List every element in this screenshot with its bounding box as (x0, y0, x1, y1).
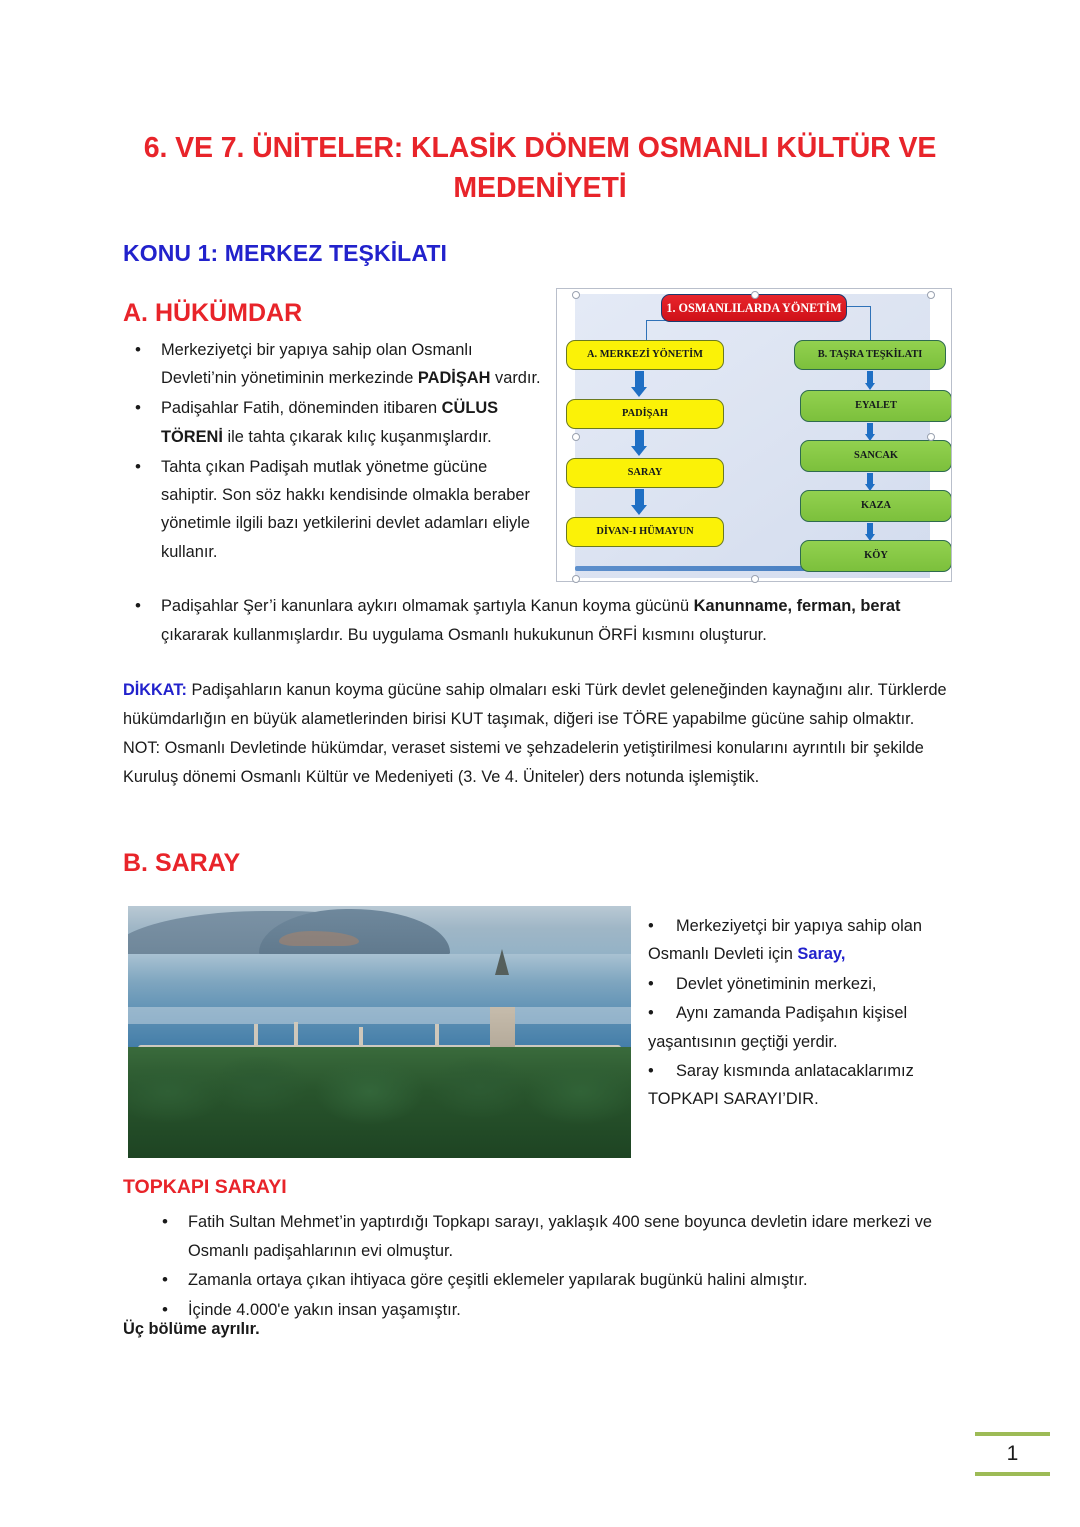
section-heading-topkapi-sarayi: TOPKAPI SARAYI (123, 1176, 287, 1198)
resize-handle-middle-left[interactable] (572, 433, 580, 441)
resize-handle-bottom-center[interactable] (751, 575, 759, 583)
diagram-node-merkezi-yonetim: A. MERKEZİ YÖNETİM (566, 340, 724, 370)
resize-handle-bottom-left[interactable] (572, 575, 580, 583)
list-item (648, 970, 958, 998)
list-item (128, 394, 548, 450)
uc-bolume-note: Üç bölüme ayrılır. (123, 1320, 260, 1338)
list-item (128, 336, 548, 392)
resize-handle-top-left[interactable] (572, 291, 580, 299)
topkapi-bullet-list (155, 1208, 955, 1325)
page-number: 1 (1006, 1442, 1019, 1465)
konu-heading: KONU 1: MERKEZ TEŞKİLATI (123, 240, 447, 266)
resize-handle-top-right[interactable] (927, 291, 935, 299)
topkapi-palace-photo (128, 906, 631, 1158)
emphasis-text: PADİŞAH (417, 369, 491, 388)
diagram-node-divan-i-humayun: DİVAN-I HÜMAYUN (566, 517, 724, 547)
list-item: • Zamanla ortaya çıkan ihtiyaca göre çeşitli eklemeler yapılarak bugünkü halini almıştır. (155, 1266, 955, 1295)
diagram-node-tasra-teskilati: B. TAŞRA TEŞKİLATI (794, 340, 946, 370)
body-text: Merkeziyetçi bir yapıya sahip olan Osmanlı Devleti için (648, 917, 922, 964)
diagram-title-box: 1. OSMANLILARDA YÖNETİM (661, 294, 847, 322)
hukumdar-bullet-list (128, 336, 548, 566)
body-text: Merkeziyetçi bir yapıya sahip olan Osmanlı Devleti’nin yönetiminin merkezinde (161, 341, 473, 388)
section-heading-hukumdar: A. HÜKÜMDAR (123, 299, 303, 327)
dikkat-not-block (123, 676, 953, 792)
diagram-node-sancak: SANCAK (800, 440, 952, 472)
resize-handle-top-center[interactable] (751, 291, 759, 299)
bullet-glyph: • (648, 974, 654, 993)
saray-bullet-column (648, 912, 958, 1115)
section-heading-saray: B. SARAY (123, 849, 241, 877)
list-item: • İçinde 4.000'e yakın insan yaşamıştır. (155, 1296, 955, 1325)
emphasis-text: Kanunname, ferman, berat (693, 597, 901, 615)
kanunname-bullet-list (128, 592, 943, 650)
body-text: çıkararak kullanmışlardır. Bu uygulama Osmanlı hukukunun ÖRFİ kısmını oluşturur. (161, 626, 767, 645)
body-text: Padişahlar Fatih, döneminden itibaren (161, 399, 442, 418)
body-text: Padişahlar Şer’i kanunlara aykırı olmamak şartıyla Kanun koyma gücünü (161, 597, 694, 615)
photo-tower-spire (495, 949, 509, 975)
footer-bar-bottom (975, 1472, 1050, 1476)
bullet-glyph: • (648, 917, 654, 935)
diagram-node-kaza: KAZA (800, 490, 952, 522)
emphasis-text: Saray, (797, 945, 846, 964)
diagram-node-saray: SARAY (566, 458, 724, 488)
osmanlilarda-yonetim-diagram (556, 288, 952, 582)
page-number-footer (975, 1432, 1050, 1476)
body-text: vardır. (490, 369, 541, 388)
photo-forest (128, 1047, 631, 1158)
page-title: 6. VE 7. ÜNİTELER: KLASİK DÖNEM OSMANLI KÜLTÜR VE MEDENİYETİ (143, 132, 937, 205)
body-text: Aynı zamanda Padişahın kişisel yaşantısının geçtiği yerdir. (648, 1004, 908, 1051)
list-item (648, 912, 958, 969)
diagram-node-padisah: PADİŞAH (566, 399, 724, 429)
body-text: Saray kısmında anlatacaklarımız TOPKAPI SARAYI’DIR. (648, 1061, 914, 1109)
bullet-glyph: • (648, 1004, 654, 1023)
body-text: ile tahta çıkarak kılıç kuşanmışlardır. (222, 427, 492, 446)
hukumdar-wide-bullet (128, 592, 943, 650)
body-text: Devlet yönetiminin merkezi, (676, 974, 877, 993)
dikkat-paragraph (123, 676, 953, 734)
bullet-glyph: • (648, 1061, 654, 1080)
not-paragraph: NOT: Osmanlı Devletinde hükümdar, veraset sistemi ve şehzadelerin yetiştirilmesi konularını ayrıntılı bir şekilde Kuruluş dönemi Osmanlı Kültür ve Medeniyeti (3. Ve 4. Üniteler) ders notunda işlemiştik. (123, 739, 924, 786)
hukumdar-bullet-column (128, 336, 548, 568)
dikkat-label: DİKKAT: (123, 681, 187, 699)
dikkat-text: Padişahların kanun koyma gücüne sahip olmaları eski Türk devlet geleneğinden kaynağını alır. Türklerde hükümdarlığın en büyük alametlerinden birisi KUT taşımak, diğeri ise TÖRE yapabilme gücüne sahip olmaktır. (123, 681, 947, 728)
topkapi-bullet-column (155, 1208, 955, 1325)
list-item (128, 453, 548, 566)
list-item (128, 592, 943, 650)
emphasis-text: CÜLUS TÖRENİ (161, 399, 499, 446)
body-text: Tahta çıkan Padişah mutlak yönetme gücüne sahiptir. Son söz hakkı kendisinde olmakla beraber yönetimle ilgili bazı yetkilerini devlet adamları eliyle kullanır. (161, 457, 530, 561)
photo-sea-highlight (128, 1007, 631, 1025)
list-item (648, 999, 958, 1056)
list-item (648, 1057, 958, 1114)
diagram-node-koy: KÖY (800, 540, 952, 572)
diagram-node-eyalet: EYALET (800, 390, 952, 422)
resize-handle-middle-right[interactable] (927, 433, 935, 441)
list-item: • Fatih Sultan Mehmet’in yaptırdığı Topkapı sarayı, yaklaşık 400 sene boyunca devletin idare merkezi ve Osmanlı padişahlarının evi olmuştur. (155, 1208, 955, 1266)
diagram-selection-frame (556, 288, 952, 582)
